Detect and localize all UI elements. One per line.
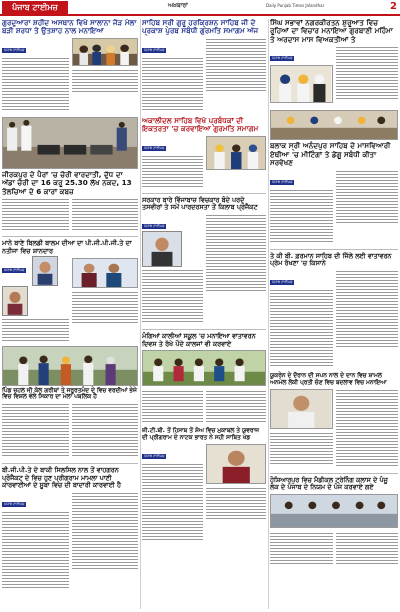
article-text bbox=[142, 154, 203, 188]
story-12 bbox=[270, 142, 398, 243]
byline-tag: ਪੰਜਾਬ ਟਾਈਮਜ਼ bbox=[144, 47, 165, 52]
article-text bbox=[2, 197, 69, 231]
column-rule bbox=[140, 19, 141, 609]
article-text bbox=[336, 269, 399, 349]
byline-tag: ਪੰਜਾਬ ਟਾਈਮਜ਼ bbox=[4, 267, 25, 272]
headline: ਮੰਗਿਆਂ ਕਾਲੀਆਂ ਸਕੂਲ 'ਚ ਮਨਾਇਆ ਵਾਤਾਵਰਨ ਦਿਵਸ ਤੇ ਰੱਖੇ ਪੌਦੇ ਕਾਲਜਾਂ ਵੀ ਕਰਵਾਏ bbox=[142, 332, 256, 348]
article-text bbox=[2, 317, 69, 341]
article-text bbox=[270, 431, 333, 465]
headline: ਸਿੰਘ ਸਭਾਵਾਂ ਨਗਰਕੀਰਤਨ ਸ਼ੁਰੂਆਤ ਵਿਚ ਰੂਹਿਆਂ ਦਾ ਵਿਚਾਰ ਮਨਾਇਆ ਗੁਰਬਾਣੀ ਮਹਿੰਮਾ ਤੇ ਅਰਦਾਸ ਮਾਸ ਵਿਅਕਤੀਆਂ ਤੇ bbox=[270, 19, 393, 44]
article-text bbox=[206, 389, 267, 423]
article-text bbox=[142, 268, 203, 324]
photo-event bbox=[2, 346, 138, 386]
column-1 bbox=[2, 19, 138, 609]
article-text bbox=[206, 213, 267, 293]
article-text bbox=[2, 56, 69, 112]
page-number: 2 bbox=[390, 1, 397, 12]
story-15 bbox=[270, 477, 398, 565]
photo-portrait bbox=[270, 389, 333, 429]
headline: ਹੋਸ਼ਿਆਰਪੁਰ ਵਿਚ ਮੈਡੀਕਲ ਟ੍ਰੇਨਿੰਗ ਕਲਾਸ ਦੇ ਪੰਜੂ ਲੋਕ ਦੇ ਪੰਜਾਬ ਦੇ ਨਿਯਮ ਦੇ ਪੰਜ ਕਰਵਾਏ ਗਏ bbox=[270, 475, 388, 492]
separator bbox=[2, 463, 138, 464]
article-text bbox=[72, 197, 139, 231]
story-8 bbox=[142, 197, 266, 324]
column-2 bbox=[142, 19, 266, 609]
article-text bbox=[206, 37, 267, 93]
photo-gurdwara-event bbox=[270, 65, 333, 103]
article-text bbox=[270, 531, 333, 565]
article-text bbox=[336, 388, 399, 468]
headline: ਗੁਰਦੁਆਰਾ ਸ਼ਹੀਦ ਅਸਥਾਨ ਵਿਖੇ ਸਾਲਾਨਾ ਜੋੜ ਮੇਲਾ ਬੜੀ ਸ਼ਰਧਾ ਤੇ ਉਤਸ਼ਾਹ ਨਾਲ ਮਨਾਇਆ bbox=[2, 19, 137, 36]
section-name: ਅਖ਼ਬਾਰਾਂ bbox=[168, 2, 188, 9]
article-text bbox=[142, 462, 203, 542]
story-1 bbox=[2, 19, 138, 112]
headline: ਸਾਹਿਬ ਸ੍ਰੀ ਗੁਰੂ ਹਰਕ੍ਰਿਸ਼ਨ ਸਾਹਿਬ ਜੀ ਦੇ ਪ੍ਰਕਾਸ਼ ਪੁਰਬ ਸਬੰਧੀ ਗੁਰਮਤਿ ਸਮਾਗਮ ਅੱਜ bbox=[142, 19, 259, 36]
byline-tag: ਪੰਜਾਬ ਟਾਈਮਜ਼ bbox=[144, 224, 165, 229]
masthead-logo: ਪੰਜਾਬ ਟਾਈਮਜ਼ bbox=[2, 1, 68, 14]
article-text bbox=[336, 45, 399, 101]
headline: ਸਰਕਾਰ ਬਾਰੇ ਵਿੱਜਾਬਾਜ਼ ਵਿਚਕਾਰ ਬੰਦੇ ਪਰਦੇ ਤਸਵੀਰਾਂ ਤੇ ਸਮੇਂ ਪਾਰਦਰਸਤਾ ਤੋਂ ਕਿਲਾਬ ਪ੍ਰੋਜੈਕਟ bbox=[142, 195, 258, 212]
photo-seized-items bbox=[2, 117, 138, 169]
byline-tag: ਪੰਜਾਬ ਟਾਈਮਜ਼ bbox=[272, 179, 293, 184]
article-text bbox=[2, 510, 69, 590]
article-text bbox=[72, 491, 139, 571]
story-5 bbox=[2, 467, 138, 590]
separator bbox=[2, 236, 138, 237]
story-6 bbox=[142, 19, 266, 112]
photo-ceremony bbox=[270, 110, 398, 140]
article-text bbox=[2, 402, 69, 458]
portrait-photo bbox=[2, 286, 28, 316]
story-10 bbox=[142, 428, 266, 542]
article-text bbox=[142, 56, 203, 112]
byline-tag: ਪੰਜਾਬ ਟਾਈਮਜ਼ bbox=[272, 280, 293, 284]
article-text bbox=[72, 402, 139, 458]
date-line: Daily Punjab Times Jalandhar bbox=[266, 3, 325, 8]
story-4 bbox=[2, 346, 138, 459]
separator bbox=[142, 193, 266, 194]
headline: ਪਿੰਡ ਚਹਲ ਜੀ ਕੋਲ ਗਰੀਬਾਂ ਤੇ ਜਰੂਰਤਮੰਦ ਦੇ ਵਿਚ ਵਰਦੀਆਂ ਭੇਜੇ ਵਿਚ ਵਿਸ਼ਲ ਵੇਲੇ ਸਿਕਾਰ ਦਾ ਮੇਲਾ ਪਬਲਿਕ ਹੈ bbox=[2, 387, 137, 401]
portrait-photo bbox=[32, 256, 58, 286]
headline: ਜ਼ੀ.ਟੀ.ਬੀ. ਤੋਂ ਹਿਸਾਬ ਤੋਂ ਸ਼ੋਅ ਵਿਚ ਮੁਕਾਬਲ ਤੇ ਯੁਵਰਾਜ ਦੀ ਪ੍ਰੀਗਰਾਮ ਦੇ ਨਾਟਕ ਭਾਰਤ ਨੇ ਸਹੀ ਸਾਬਿਤ ਖੇਡ bbox=[142, 428, 259, 441]
photo-students bbox=[72, 258, 139, 288]
byline-tag: ਪੰਜਾਬ ਟਾਈਮਜ਼ bbox=[144, 145, 165, 150]
separator bbox=[270, 473, 398, 474]
headline: ਤੇ ਕੀ ਬੀ. ਫ਼ਰਮਾਨ ਸਾਹਿਬ ਦੀ ਜਿੱਲੇ ਲਈ ਵਾਤਾਵਰਨ ਪ੍ਰੇਮ ਰੱਖਣਾ 'ਚ ਕਿਸਾਨੇ bbox=[270, 251, 392, 268]
byline-tag: ਪੰਜਾਬ ਟਾਈਮਜ਼ bbox=[144, 453, 165, 458]
article-text bbox=[336, 169, 399, 225]
byline-tag: ਪੰਜਾਬ ਟਾਈਮਜ਼ bbox=[4, 501, 25, 506]
column-rule bbox=[268, 19, 269, 609]
byline-tag: ਪੰਜਾਬ ਟਾਈਮਜ਼ bbox=[4, 47, 25, 52]
story-14 bbox=[270, 373, 398, 468]
photo-people-gathering bbox=[72, 38, 139, 66]
portrait-photo bbox=[142, 231, 182, 267]
headline: ਅਕਾਲੀਦਲ ਸਾਹਿਬ ਵਿਖੇ ਪ੍ਰਬੰਧਕਾਂ ਦੀ ਇਕਤਰਤਾ 'ਚ ਕਰਵਾਇਆ ਗੁਰਮਤਿ ਸਮਾਗਮ bbox=[142, 115, 259, 134]
headline: ਮਾਨੇ ਬਾਣੇ ਬਿਲਡੀ ਬਾਲਮ ਦੀਆ ਦਾ ਪੀ.ਜੀ.ਪੀ.ਜੀ.ਤੇ ਦਾ ਨਤੀਜਾ ਵਿਚ ਸ਼ਾਨਦਾਰ bbox=[2, 239, 132, 255]
photo-person bbox=[206, 444, 267, 484]
story-13 bbox=[270, 253, 398, 368]
headline: ਯੂਕਰੇਨ ਦੇ ਦੌਰਾਨ ਦੀ ਸਪਨ ਨਾਲ ਦੇ ਦਾਨ ਵਿਚ ਸ਼ਾਮਲ ਅਨਮੇਲ ਲੋਕੀ ਪ੍ਰਤੀ ਚੋਣ ਵਿਚ ਬਦਲਾਵ ਵਿਚ ਮਨਾਇਆ bbox=[270, 373, 387, 386]
story-2 bbox=[2, 117, 138, 231]
article-text bbox=[72, 68, 139, 92]
article-text bbox=[206, 486, 267, 520]
headline: ਬੀ.ਜੀ.ਪੀ.ਤੇ ਦੇ ਬਾਕੀ ਸਿਲਸਿਲ ਨਾਲ ਤੋਂ ਵਾਹਗਰਨ ਪ੍ਰੋਜੈਕਟ ਦੇ ਵਿਚ ਹੁਣ ਪ੍ਰੀਗਰਾਮ ਮਾਮਲਾ ਪਾਣੀ ਕਾਰਵਾਈਆਂ ਦੇ ਸੂਬਾ ਵਿਚ ਦੀ ਬਾਦਾਰੀ ਕਾਰਵਾਈ ਹੈ bbox=[2, 466, 121, 490]
story-3 bbox=[2, 240, 138, 340]
article-text bbox=[270, 288, 333, 368]
photo-school-plantation bbox=[142, 350, 266, 386]
headline: ਬਲਾਕ ਸ੍ਰੀ ਅਨੰਦਪੁਰ ਸਾਹਿਬ ਦੇ ਮਾਸਵਿਆਰੀ ਏਥੀਆ 'ਚ ਮੀਟਿੰਗਾਂ ਤੇ ਡੇਂਗੂ ਸਬੰਧੀ ਕੀਤਾ ਸਰਵੇਖਣ bbox=[270, 141, 391, 168]
separator bbox=[142, 329, 266, 330]
masthead bbox=[0, 0, 400, 16]
story-9 bbox=[142, 333, 266, 423]
story-7 bbox=[142, 117, 266, 188]
photo-training-class bbox=[270, 494, 398, 528]
article-text bbox=[72, 290, 139, 324]
article-text bbox=[336, 531, 399, 565]
byline-tag: ਪੰਜਾਬ ਟਾਈਮਜ਼ bbox=[272, 56, 293, 61]
headline: ਜੀਰਕਪੁਰ ਦੇ ਪੈਰਾਂ 'ਚ ਚੋਰੀ ਵਾਰਦਾਤੀ, ਦੁੱਧ ਦਾ ਅੱਡਾ ਚੋਰੀ ਦਾ 16 ਕਰੂ 25.30 ਲੱਖ ਨਕਦ, 13 ਤੋਲਚਿਆਂ ਦੇ 6 ਕਾਰਾਂ ਕਬਜ਼ bbox=[2, 169, 132, 196]
article-text bbox=[270, 188, 333, 244]
separator bbox=[270, 249, 398, 250]
story-11 bbox=[270, 19, 398, 105]
column-3 bbox=[270, 19, 398, 609]
article-text bbox=[142, 389, 203, 423]
photo-gathering bbox=[206, 136, 267, 170]
